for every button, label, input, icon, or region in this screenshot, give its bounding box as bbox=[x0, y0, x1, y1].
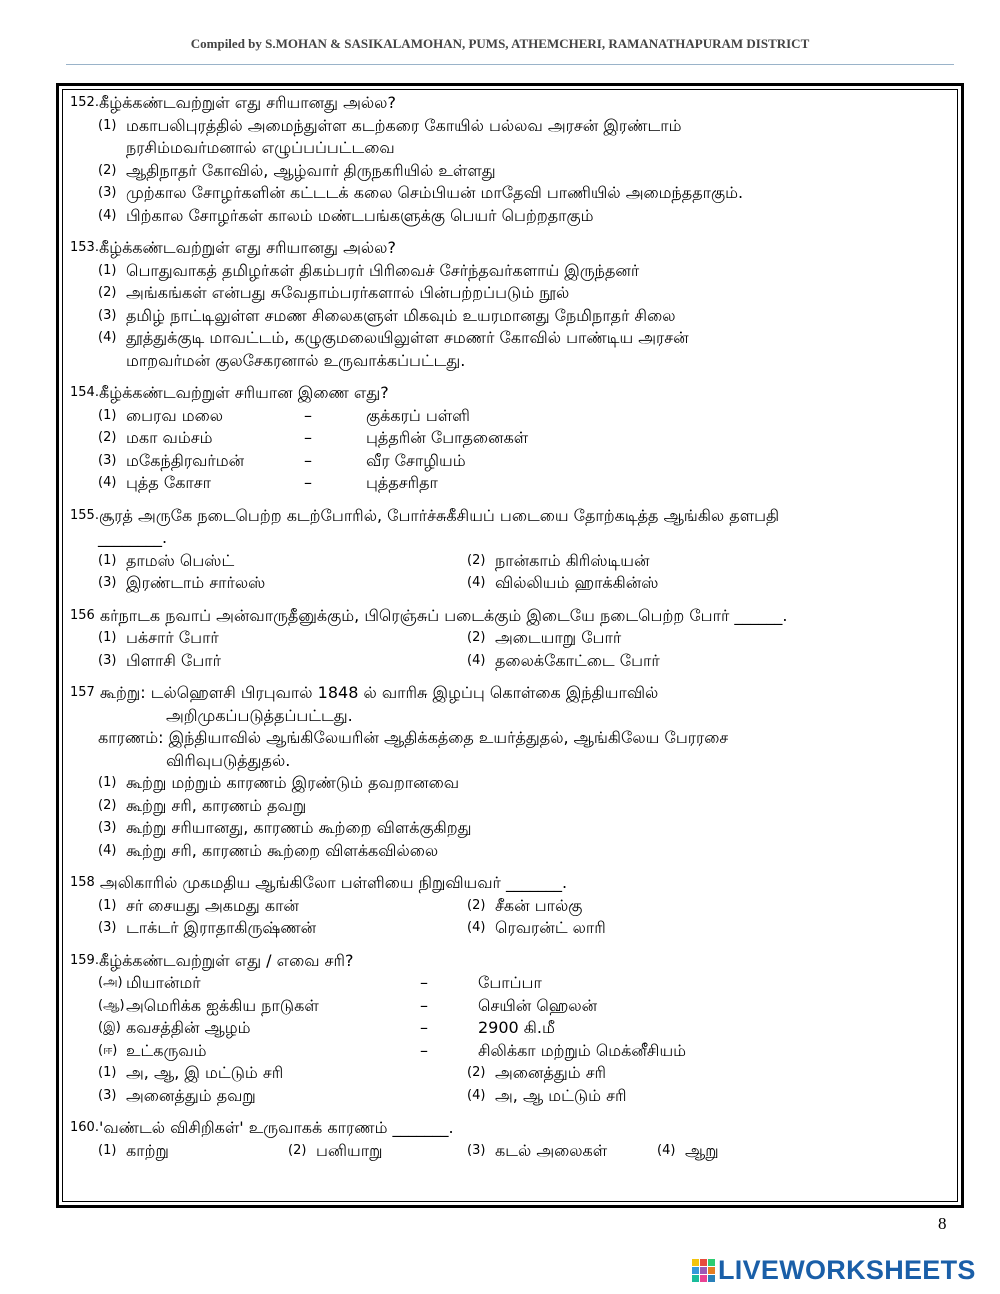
question-text: சூரத் அருகே நடைபெற்ற கடற்போரில், போர்ச்சுகீசியப் படையை தோற்கடித்த ஆங்கில தளபதி bbox=[98, 505, 780, 525]
document-header: Compiled by S.MOHAN & SASIKALAMOHAN, PUMS, ATHEMCHERI, RAMANATHAPURAM DISTRICT bbox=[190, 36, 810, 51]
option-2[interactable]: (2) கூற்று சரி, காரணம் தவறு bbox=[98, 795, 307, 815]
assertion-label: கூற்று: bbox=[99, 683, 146, 702]
logo-grid-icon bbox=[692, 1259, 715, 1282]
logo-text: LIVEWORKSHEETS bbox=[718, 1255, 976, 1285]
assertion-text: டல்ஹௌசி பிரபுவால் 1848 ல் வாரிசு இழப்பு கொள்கை இந்தியாவில் bbox=[150, 683, 659, 702]
option-1[interactable]: (1) கூற்று மற்றும் காரணம் இரண்டும் தவறானவை bbox=[98, 773, 460, 792]
option-1[interactable]: (1) தாமஸ் பெஸ்ட் bbox=[98, 550, 235, 570]
option-1[interactable]: (1) அ, ஆ, இ மட்டும் சரி bbox=[98, 1063, 284, 1082]
reason-text: இந்தியாவில் ஆங்கிலேயரின் ஆதிக்கத்தை உயர்த்துதல், ஆங்கிலேய பேரரசை bbox=[168, 728, 729, 747]
option-4[interactable]: (4) பிற்கால சோழர்கள் காலம் மண்டபங்களுக்கு பெயர் பெற்றதாகும் bbox=[98, 205, 594, 225]
question-text: கீழ்க்கண்டவற்றுள் எது / எவை சரி? bbox=[98, 950, 354, 970]
question-number: 158 bbox=[70, 875, 95, 890]
question-text: அலிகாரில் முகமதிய ஆங்கிலோ பள்ளியை நிறுவியவர் _______. bbox=[99, 873, 568, 892]
option-3[interactable]: (3) டாக்டர் இராதாகிருஷ்ணன் bbox=[98, 918, 317, 937]
question-number: 152. bbox=[70, 95, 99, 110]
option-4[interactable]: (4) தூத்துக்குடி மாவட்டம், கழுகுமலையிலுள்ள சமணர் கோவில் பாண்டிய அரசன் bbox=[98, 328, 689, 347]
statement-a: (அ) மியான்மர் – போப்பா bbox=[98, 973, 542, 992]
question-number: 154. bbox=[70, 385, 99, 400]
question-text: கீழ்க்கண்டவற்றுள் எது சரியானது அல்ல? bbox=[98, 238, 396, 257]
option-2[interactable]: (2) அடையாறு போர் bbox=[467, 628, 622, 647]
reason-text-continued: விரிவுபடுத்துதல். bbox=[166, 750, 291, 770]
option-4[interactable]: (4) ஆறு bbox=[657, 1140, 719, 1160]
statement-ii: (ஈ) உட்கருவம் – சிலிக்கா மற்றும் மெக்னீசியம் bbox=[98, 1040, 687, 1060]
option-3[interactable]: (3) அனைத்தும் தவறு bbox=[98, 1085, 256, 1105]
question-160 bbox=[70, 1117, 948, 1162]
option-1[interactable]: (1) பைரவ மலை – குக்கரப் பள்ளி bbox=[98, 405, 470, 425]
liveworksheets-logo bbox=[692, 1255, 976, 1286]
option-3[interactable]: (3) முற்கால சோழர்களின் கட்டடக் கலை செம்பியன் மாதேவி பாணியில் அமைந்ததாகும். bbox=[98, 183, 744, 202]
option-1[interactable]: (1) மகாபலிபுரத்தில் அமைந்துள்ள கடற்கரை கோயில் பல்லவ அரசன் இரண்டாம் bbox=[98, 115, 682, 135]
option-2[interactable]: (2) சீகன் பால்கு bbox=[467, 895, 583, 915]
option-1[interactable]: (1) சர் சையது அகமது கான் bbox=[98, 895, 299, 915]
option-1[interactable]: (1) பக்சார் போர் bbox=[98, 628, 219, 647]
answer-blank[interactable]: ________. bbox=[98, 528, 168, 547]
question-156 bbox=[70, 605, 948, 673]
question-153 bbox=[70, 237, 948, 372]
question-159 bbox=[70, 950, 948, 1108]
question-text: கீழ்க்கண்டவற்றுள் எது சரியானது அல்ல? bbox=[98, 93, 396, 112]
statement-aa: (ஆ) அமெரிக்க ஐக்கிய நாடுகள் – செயின் ஹெலன் bbox=[98, 995, 598, 1015]
option-1[interactable]: (1) பொதுவாகத் தமிழர்கள் திகம்பரர் பிரிவைச் சேர்ந்தவர்களாய் இருந்தனர் bbox=[98, 260, 640, 280]
assertion-text-continued: அறிமுகப்படுத்தப்பட்டது. bbox=[166, 705, 353, 725]
option-4[interactable]: (4) தலைக்கோட்டை போர் bbox=[467, 650, 660, 670]
option-3[interactable]: (3) மகேந்திரவர்மன் – வீர சோழியம் bbox=[98, 450, 466, 470]
option-3[interactable]: (3) கடல் அலைகள் bbox=[467, 1140, 608, 1160]
option-4-continued: மாறவர்மன் குலசேகரனால் உருவாக்கப்பட்டது. bbox=[126, 350, 466, 370]
option-2[interactable]: (2) அனைத்தும் சரி bbox=[467, 1063, 607, 1082]
question-number: 153. bbox=[70, 240, 99, 255]
question-157 bbox=[70, 682, 948, 862]
question-number: 160. bbox=[70, 1120, 99, 1135]
header-rule bbox=[66, 64, 954, 65]
reason-label: காரணம்: bbox=[98, 728, 164, 747]
question-number: 155. bbox=[70, 507, 99, 523]
statement-i: (இ) கவசத்தின் ஆழம் – 2900 கி.மீ bbox=[98, 1018, 555, 1037]
question-155 bbox=[70, 505, 948, 595]
question-152 bbox=[70, 92, 948, 227]
question-text: கீழ்க்கண்டவற்றுள் சரியான இணை எது? bbox=[98, 383, 389, 402]
option-3[interactable]: (3) கூற்று சரியானது, காரணம் கூற்றை விளக்குகிறது bbox=[98, 818, 472, 837]
option-4[interactable]: (4) வில்லியம் ஹாக்கின்ஸ் bbox=[467, 573, 659, 592]
question-number: 159. bbox=[70, 952, 99, 968]
option-2[interactable]: (2) அங்கங்கள் என்பது சுவேதாம்பரர்களால் பின்பற்றப்படும் நூல் bbox=[98, 283, 570, 302]
option-2[interactable]: (2) ஆதிநாதர் கோவில், ஆழ்வார் திருநகரியில் உள்ளது bbox=[98, 160, 496, 180]
question-number: 156 bbox=[70, 607, 95, 623]
question-158 bbox=[70, 872, 948, 940]
option-3[interactable]: (3) தமிழ் நாட்டிலுள்ள சமண சிலைகளுள் மிகவும் உயரமானது நேமிநாதர் சிலை bbox=[98, 305, 676, 325]
option-4[interactable]: (4) அ, ஆ மட்டும் சரி bbox=[467, 1085, 627, 1105]
option-2[interactable]: (2) பனியாறு bbox=[288, 1140, 383, 1160]
option-1-continued: நரசிம்மவர்மனால் எழுப்பப்பட்டவை bbox=[126, 138, 395, 157]
question-text: 'வண்டல் விசிறிகள்' உருவாகக் காரணம் _______. bbox=[98, 1118, 454, 1137]
option-4[interactable]: (4) புத்த கோசா – புத்தசரிதா bbox=[98, 473, 438, 492]
question-154 bbox=[70, 382, 948, 495]
option-2[interactable]: (2) மகா வம்சம் – புத்தரின் போதனைகள் bbox=[98, 428, 529, 447]
option-3[interactable]: (3) இரண்டாம் சார்லஸ் bbox=[98, 573, 266, 592]
option-4[interactable]: (4) கூற்று சரி, காரணம் கூற்றை விளக்கவில்லை bbox=[98, 840, 439, 860]
page-number: 8 bbox=[938, 1214, 947, 1233]
option-1[interactable]: (1) காற்று bbox=[98, 1140, 169, 1160]
questions-area bbox=[70, 92, 948, 1172]
question-number: 157 bbox=[70, 685, 95, 700]
option-3[interactable]: (3) பிளாசி போர் bbox=[98, 650, 221, 670]
question-text: கர்நாடக நவாப் அன்வாருதீனுக்கும், பிரெஞ்சுப் படைக்கும் இடையே நடைபெற்ற போர் ______. bbox=[99, 605, 788, 625]
option-4[interactable]: (4) ரெவரன்ட் லாரி bbox=[467, 918, 606, 937]
option-2[interactable]: (2) நான்காம் கிரிஸ்டியன் bbox=[467, 550, 650, 570]
